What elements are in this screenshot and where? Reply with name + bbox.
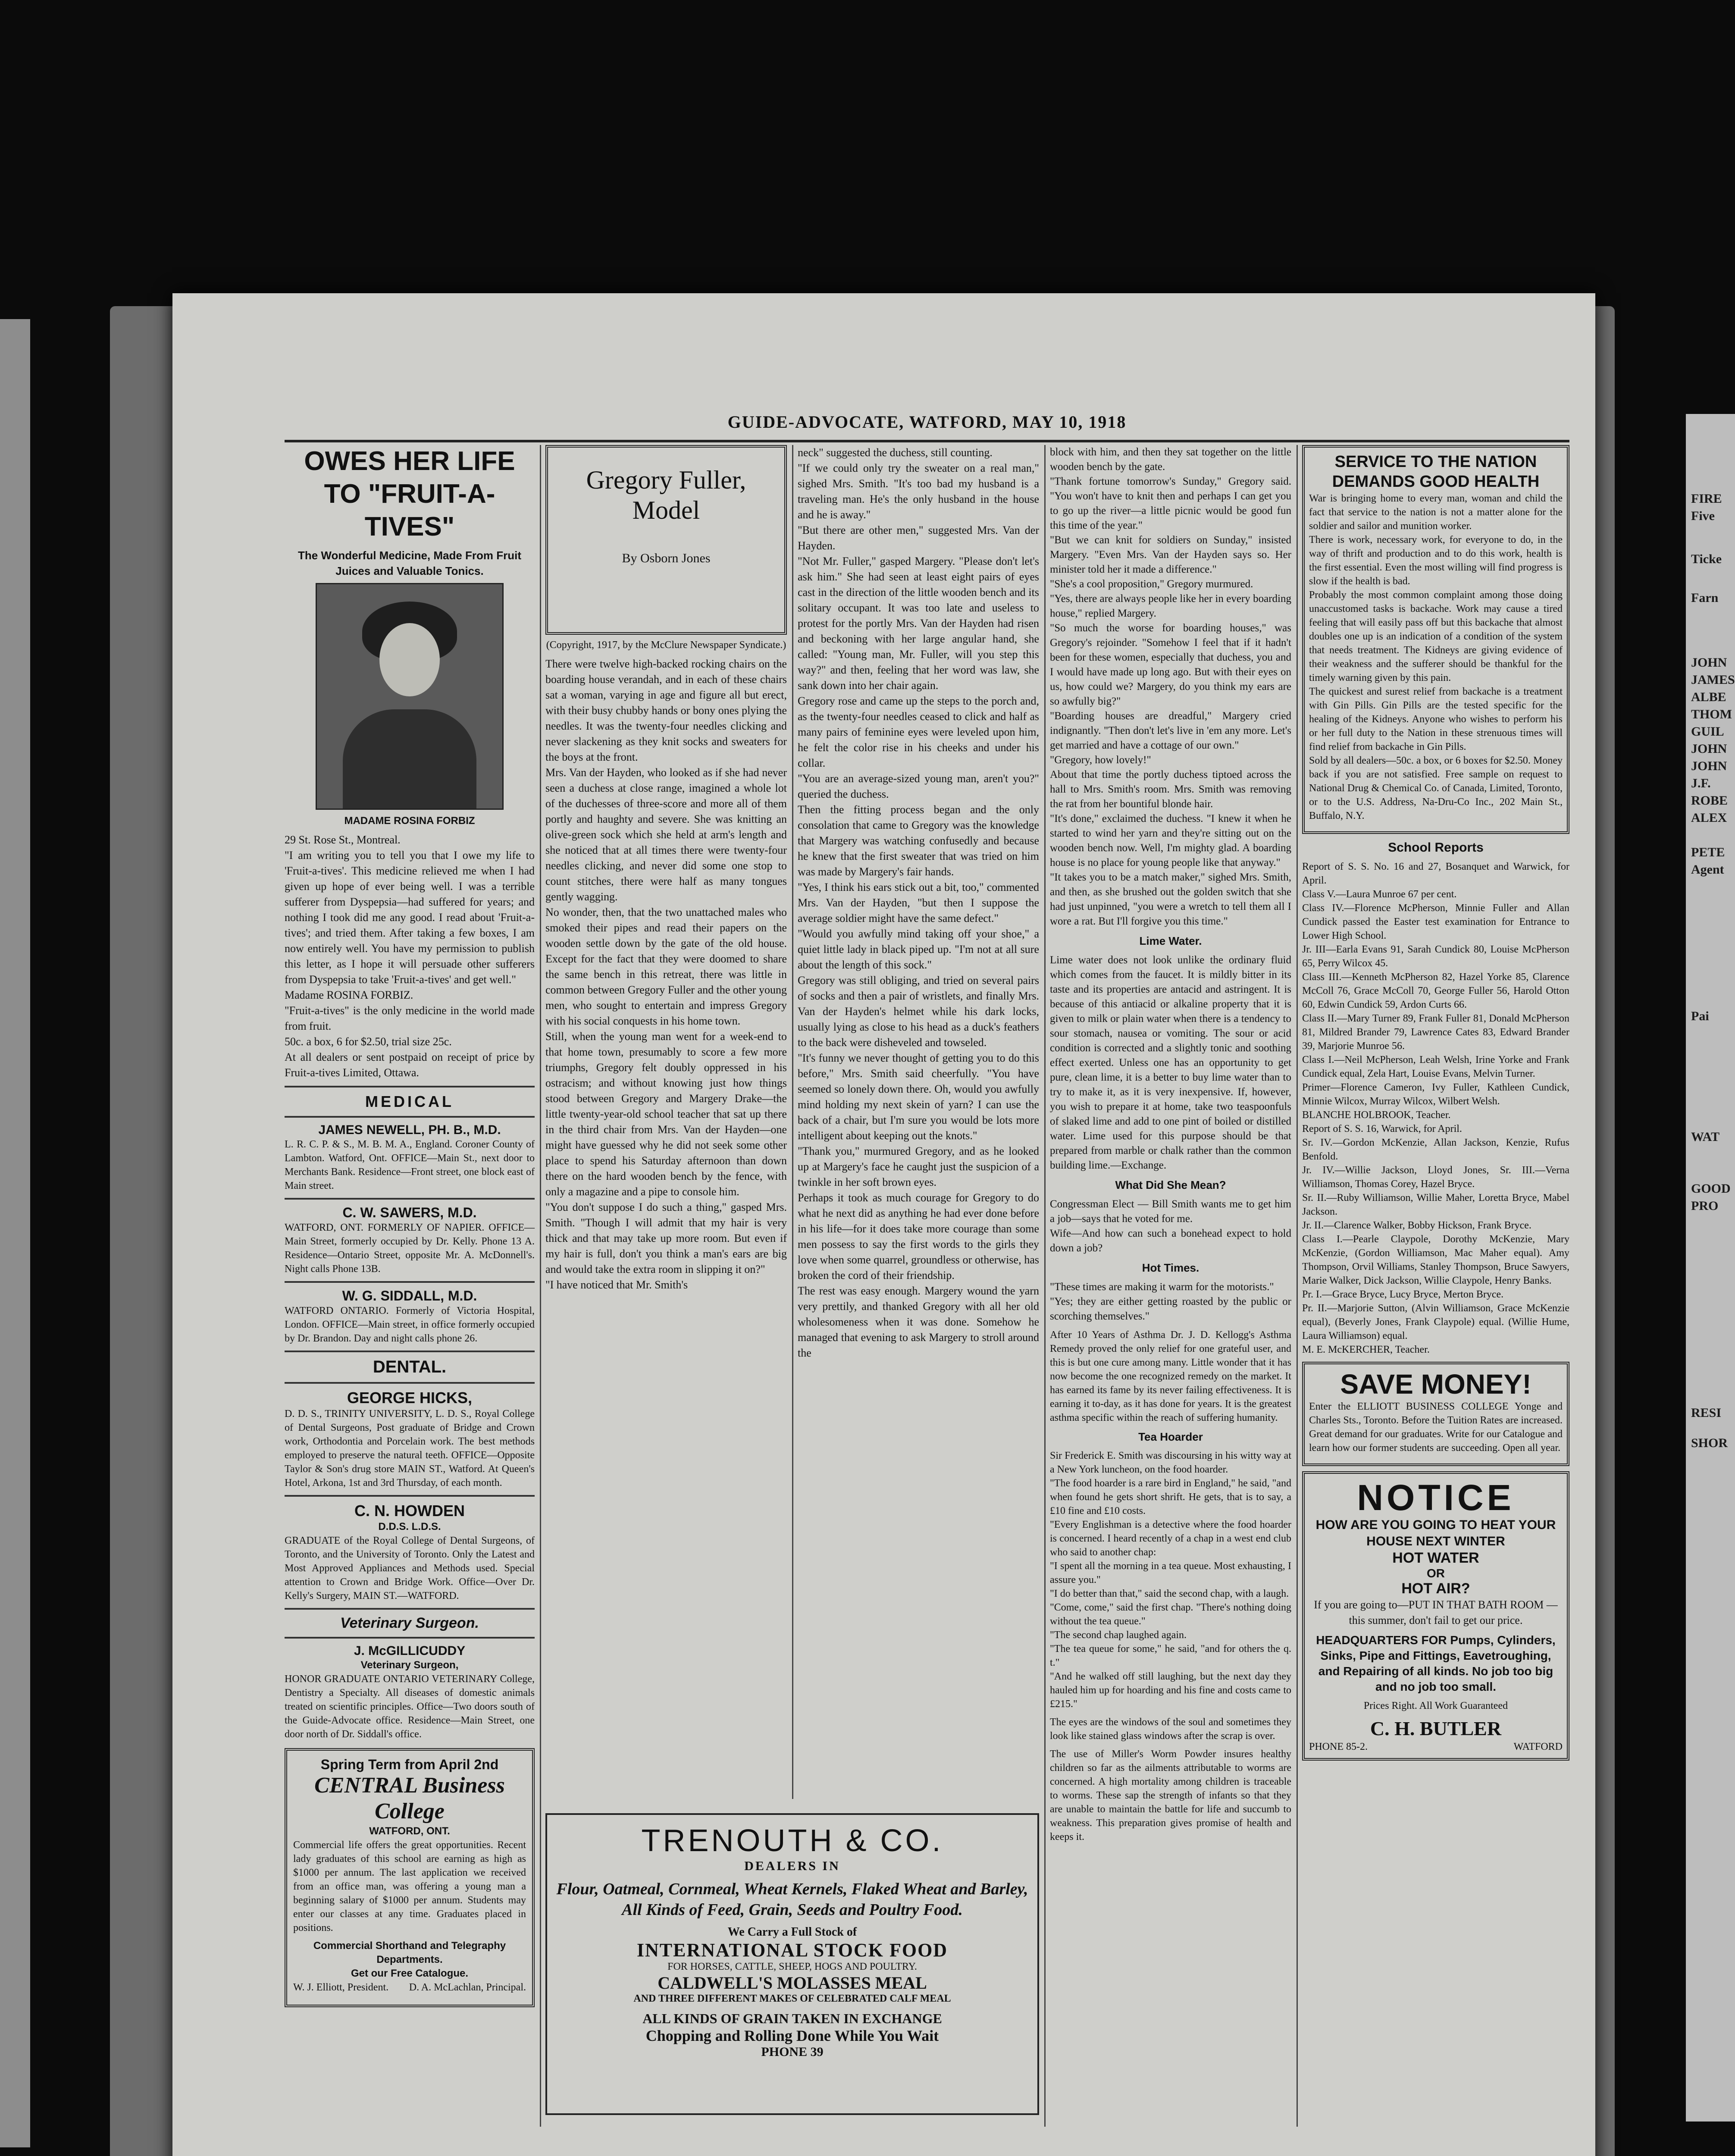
story-title: Gregory Fuller, Model: [586, 466, 746, 524]
notice-heading: NOTICE: [1357, 1477, 1515, 1518]
edge-fragment: JOHN: [1691, 742, 1727, 756]
butler-name: C. H. BUTLER: [1370, 1717, 1502, 1739]
notice-question: HOW ARE YOU GOING TO HEAT YOUR HOUSE NEXT WINTER: [1315, 1518, 1556, 1548]
vet-title: Veterinary Surgeon,: [360, 1659, 459, 1671]
howden-name: C. N. HOWDEN: [354, 1502, 465, 1520]
edge-fragment: WAT: [1691, 1130, 1720, 1144]
eyes-body: The eyes are the windows of the soul and sometimes they look like stained glass windows after the scrap is over.: [1050, 1717, 1294, 1742]
trenouth-grain: ALL KINDS OF GRAIN TAKEN IN EXCHANGE: [642, 2011, 942, 2026]
college-term: Spring Term from April 2nd: [320, 1757, 499, 1772]
edge-fragment: Ticke: [1691, 552, 1722, 566]
business-college-ad: [285, 1748, 535, 2007]
worm-body: The use of Miller's Worm Powder insures healthy children so far as the ailments attributable to worms are concerned. A high mortality among children is traceable to worms. These sap the strength of infants so that they are unable to maintain the battle for life and succumb to weakness. This preparation gives promise of health and keeps it.: [1050, 1749, 1294, 1843]
siddall-card: WATFORD ONTARIO. Formerly of Victoria Hospital, London. OFFICE—Main street, in office formerly occupied by Dr. Brandon. Day and night calls phone 26.: [285, 1305, 537, 1344]
edge-fragment: ROBE: [1691, 793, 1728, 808]
fruit-a-tives-body: 29 St. Rose St., Montreal. "I am writing you to tell you that I owe my life to 'Fruit-a-tives'. This medicine relieved me when I had given up hope of ever being well. I was a terrible sufferer from Dyspepsia—had suffered for years; and nothing I took did me any good. I read about 'Fruit-a-tives'; and tried them. After taking a few boxes, I am now entirely well. You have my permission to publish this letter, as I hope it will persuade other sufferers from Dyspepsia to take 'Fruit-a-tives' and get well." Madame ROSINA FORBIZ. "Fruit-a-tives" is the only medicine in the world made from fruit. 50c. a box, 6 for $2.50, trial size 25c. At all dealers or sent postpaid on receipt of price by Fruit-a-tives Limited, Ottawa.: [285, 834, 535, 1079]
trenouth-chopping: Chopping and Rolling Done While You Wait: [645, 2027, 939, 2044]
adjacent-page-left: [0, 319, 30, 2147]
notice-body: If you are going to—PUT IN THAT BATH ROOM — this summer, don't fail to get our price.: [1314, 1598, 1561, 1626]
edge-fragment: RESI: [1691, 1406, 1722, 1420]
dental-heading: DENTAL.: [373, 1357, 447, 1376]
edge-fragment: JOHN: [1691, 759, 1727, 773]
college-officers: [293, 1981, 526, 1994]
service-ad: [1302, 445, 1569, 834]
hot-heading: Hot Times.: [1142, 1261, 1199, 1274]
column-3: [798, 445, 1039, 1808]
veterinary-heading: Veterinary Surgeon.: [340, 1615, 479, 1631]
story-text-part1: There were twelve high-backed rocking chairs on the boarding house verandah, and in each of these chairs sat a woman, varying in age and figure all but erect, with their busy chubby hands or bony ones plying the needles. It was the twenty-four needles clicking and never slackening as they knit socks and sweaters for the boys at the front. Mrs. Van der Hayden, who looked as if she had never seen a duchess at close range, imagined a whole lot of the duchesses of three-score and more all of them portly and haughty and severe. She was knitting an olive-green sock which she held at arm's length and she noticed that at all times there were twenty-four needles clicking, and never did some one stop to count stitches, there were half as many tongues gently wagging. No wonder, then, that the two unattached males who smoked their pipes and read their papers on the wooden settle down by the gate of the old house. Except for the fact that they were doomed to share the same bench in this retreat, there was little in common between Gregory Fuller and the other young men, who sought to entertain and impress Gregory with his social conquests in his home town. Still, when the young man went for a week-end to that home town, presumably to score a few more triumphs, Gregory felt doubly oppressed in his ostracism; and without knowing just how things stood between Gregory and Margery Drake—the little twenty-year-old school teacher that sat up there in the third chair from Mrs. Van der Hayden—one might have guessed why he did not seek some other place to spend his Saturday afternoon than down there on the hard wooden bench by the fence, with only a magazine and a pipe to console him. "You don't suppose I do such a thing," gasped Mrs. Smith. "Though I will admit that my hair is very thick and that may take up more room. But even if my hair is full, don't you think a man's ears are big and would take the extra room in slipping it on?" "I have noticed that Mr. Smith's: [545, 658, 787, 1291]
school-reports: Report of S. S. No. 16 and 27, Bosanquet and Warwick, for April. Class V.—Laura Munroe 67 per cent. Class IV.—Florence McPherson, Minnie Fuller and Allan Cundick passed the Easter test examination for Entrance to Lower High School. Jr. III—Earla Evans 91, Sarah Cundick 80, Louise McPherson 65, Perry Wilcox 45. Class III.—Kenneth McPherson 82, Hazel Yorke 85, Clarence McColl 76, Grace McColl 70, George Fuller 56, Harold Otton 60, Edwin Cundick 59, Ardon Curts 66. Class II.—Mary Turner 89, Frank Fuller 81, Donald McPherson 81, Mildred Brander 79, Lawrence Cates 83, Edward Brander 39, Marjorie Munroe 56. Class I.—Neil McPherson, Leah Welsh, Irine Yorke and Frank Cundick equal, Zela Hart, Louise Evans, Melvin Turner. Primer—Florence Cameron, Ivy Fuller, Kathleen Cundick, Minnie Wilcox, Murray Wilcox, Wilbert Welsh. BLANCHE HOLBROOK, Teacher. Report of S. S. 16, Warwick, for April. Sr. IV.—Gordon McKenzie, Allan Jackson, Kenzie, Rufus Benfold. Jr. IV.—Willie Jackson, Lloyd Jones, Sr. III.—Verna Williamson, Thomas Corey, Hazel Bryce. Sr. II.—Ruby Williamson, Willie Maher, Loretta Bryce, Mabel Jackson. Jr. II.—Clarence Walker, Bobby Hickson, Frank Bryce. Class I.—Pearle Claypole, Dorothy McKenzie, Mary McKenzie, (Gordon Williamson, Mac Maher equal). Amy Thompson, Orvil Williams, Stanley Thompson, Bruce Sawyers, Marie Walker, Dick Jackson, Willie Claypole, Henry Banks. Pr. I.—Grace Bryce, Lucy Bryce, Merton Bryce. Pr. II.—Marjorie Sutton, (Alvin Williamson, Grace McKenzie equal), (Beverly Jones, Frank Claypole) equal. (Willie Hume, Laura Williamson) equal. M. E. McKERCHER, Teacher.: [1302, 861, 1569, 1355]
tea-body: Sir Frederick E. Smith was discoursing in his witty way at a New York luncheon, on the food hoarder. "The food hoarder is a rare bird in England," he said, "and when found he gets short shrift. He gets, that is to say, a £10 fine and £10 costs. "Every Englishman is a detective where the food hoarder is concerned. I heard recently of a chap in a west end club who said to another chap: "I spent all the morning in a tea queue. Most exhausting, I assure you." "I do better than that," said the second chap, with a laugh. "Come, come," said the first chap. "There's nothing doing without the tea queue." "The second chap laughed again. "The tea queue for some," he said, "and for others the q. t." "And he walked off still laughing, but the next day they hauled him up for hoarding and his fine and costs came to £215.": [1050, 1450, 1291, 1710]
siddall-name: W. G. SIDDALL, M.D.: [342, 1288, 477, 1304]
college-body: Commercial life offers the great opportunities. Recent lady graduates of this school are earning as high as $1000 per annum. The last application we received from an office man, was offering a young man a beginning salary of $1000 per annum. Students may enter our classes at any time. Graduates placed in positions.: [293, 1839, 529, 1934]
newell-name: JAMES NEWELL, PH. B., M.D.: [318, 1123, 501, 1137]
edge-fragment: PETE: [1691, 845, 1725, 859]
tea-heading: Tea Hoarder: [1138, 1430, 1203, 1443]
save-money-heading: SAVE MONEY!: [1340, 1369, 1531, 1400]
divider: [285, 1116, 535, 1118]
trenouth-international: INTERNATIONAL STOCK FOOD: [636, 1940, 948, 1961]
divider: [285, 1086, 535, 1087]
edge-fragment: PRO: [1691, 1199, 1719, 1213]
edge-fragment: Farn: [1691, 591, 1719, 605]
newell-card: L. R. C. P. & S., M. B. M. A., England. Coroner County of Lambton. Watford, Ont. OFFICE—Main St., next door to Merchants Bank. Residence—Front street, one block east of Main street.: [285, 1139, 537, 1191]
edge-fragment: Agent: [1691, 862, 1724, 877]
column-1: [285, 445, 535, 2118]
medical-heading: MEDICAL: [365, 1093, 454, 1110]
hicks-card: D. D. S., TRINITY UNIVERSITY, L. D. S., Royal College of Dental Surgeons, Post graduate of Bridge and Crown work, Orthodontia and Porcelain work. The best methods employed to preserve the natural teeth. OFFICE—Opposite Taylor & Son's drug store MAIN ST., Watford. At Queen's Hotel, Arkona, 1st and 3rd Thursday, of each month.: [285, 1408, 537, 1489]
column-rule: [792, 445, 793, 1799]
story-text-part2: neck" suggested the duchess, still counting. "If we could only try the sweater on a real man," sighed Mrs. Smith. "It's too bad my husband is a traveling man. He's the only husband in the house and he is away." "But there are other men," suggested Mrs. Van der Hayden. "Not Mr. Fuller," gasped Margery. "Please don't let's ask him." She had seen at least eight pairs of eyes cast in the direction of the little wooden bench and its solitary occupant. It was too late and useless to protest for the portly Mrs. Van der Hayden had risen and beckoning with her large angular hand, she called: "Young man, Mr. Fuller, will you step this way?" and then, feeling that her word was law, she sank down into her chair again. Gregory rose and came up the steps to the porch and, as the twenty-four needles ceased to click and half as many pairs of feminine eyes were leveled upon him, he felt the color rise in his cheeks and under his collar. "You are an average-sized young man, aren't you?" queried the duchess. Then the fitting process began and the only consolation that came to Gregory was the knowledge that Margery was watching confusedly and because he knew that the first sweater that was tried on him was made by Margery's fair hands. "Yes, I think his ears stick out a bit, too," commented Mrs. Van der Hayden, "but then I suppose the average soldier might have the same defect." "Would you awfully mind taking off your shoe," a quiet little lady in black piped up. "I'm not at all sure about the length of this sock." Gregory was still obliging, and tried on several pairs of socks and then a pair of wristlets, and finally Mrs. Van der Hayden's helmet while his dark locks, usually lying as close to his head as a duck's feathers to the back were disheveled and towseled. "It's funny we never thought of getting you to do this before," Mrs. Smith said cheerfully. "You have seemed so lonely down there. Oh, would you awfully mind holding my next skein of yarn? I can use the back of a chair, but I'm sure you would be lots more intelligent about keeping out the knots." "Thank you," murmured Gregory, and as he looked up at Margery's face he caught just the suspicion of a twinkle in her soft brown eyes. Perhaps it took as much courage for Gregory to do what he next did as anything he had ever done before in his life—for it does take more courage than some men possess to say the first words to the girls they love when some quarrel, groundless or otherwise, has broken the cord of their friendship. The rest was easy enough. Margery wound the yarn very prettily, and thanked Gregory with all her old wholesomeness when it was done. Somehow he managed that evening to ask Margery to stroll around the: [798, 446, 1039, 1359]
service-heading: SERVICE TO THE NATION DEMANDS GOOD HEALTH: [1332, 453, 1540, 491]
trenouth-for: FOR HORSES, CATTLE, SHEEP, HOGS AND POULTRY.: [667, 1961, 917, 1972]
column-rule: [1297, 445, 1298, 2127]
hot-body: "These times are making it warm for the motorists." "Yes; they are either getting roasted by the public or scorching themselves.": [1050, 1281, 1291, 1322]
portrait-caption: MADAME ROSINA FORBIZ: [344, 815, 475, 827]
notice-or: OR: [1427, 1567, 1445, 1580]
edge-fragment: GUIL: [1691, 724, 1724, 739]
edge-fragment: Five: [1691, 509, 1715, 523]
trenouth-phone: PHONE 39: [761, 2045, 824, 2059]
story-byline: By Osborn Jones: [622, 551, 711, 565]
school-heading: School Reports: [1388, 840, 1484, 855]
divider: [285, 1495, 535, 1497]
column-5: [1302, 445, 1569, 2118]
notice-headquarters: HEADQUARTERS FOR Pumps, Cylinders, Sinks, Pipe and Fittings, Eavetroughing, and Repairing of all kinds. No job too big and no job too small.: [1316, 1633, 1556, 1693]
story-title-box: [545, 445, 787, 635]
sawers-name: C. W. SAWERS, M.D.: [342, 1205, 477, 1220]
trenouth-dealers: DEALERS IN: [744, 1859, 840, 1873]
hicks-name: GEORGE HICKS,: [347, 1389, 473, 1407]
service-body: War is bringing home to every man, woman and child the fact that service to the nation is not a matter alone for the soldier and sailor and munition worker. There is work, necessary work, for everyone to do, in the way of thrift and production and to do this work, health is the first essential. Even the most willing will find progress is slow if the health is bad. Probably the most common complaint among those doing unaccustomed tasks is backache. Work may cause a tired feeling that will easily pass off but this backache that almost doubles one up is an indication of a condition of the system that needs treatment. The Kidneys are giving evidence of their weakness and the sufferer should be thankful for the timely warning given by this pain. The quickest and surest relief from backache is a treatment with Gin Pills. Gin Pills are the tested specific for the healing of the Kidneys. Anyone who wishes to perform his or her full duty to the Nation in these strenuous times will find relief from backache in Gin Pills. Sold by all dealers—50c. a box, or 6 boxes for $2.50. Money back if you are not satisfied. Free sample on request to National Drug & Chemical Co. of Canada, Limited, Toronto, or to the U.S. Address, Na-Dru-Co Inc., 202 Main St., Buffalo, N.Y.: [1309, 493, 1563, 821]
edge-fragment: Pai: [1691, 1009, 1709, 1023]
college-town: WATFORD, ONT.: [369, 1825, 450, 1837]
edge-fragment: SHOR: [1691, 1436, 1728, 1450]
howden-card: GRADUATE of the Royal College of Dental Surgeons, of Toronto, and the University of Toronto. Only the Latest and Most Approved Appliances and Methods used. Special attention to Crown and Bridge Work. Office—Over Dr. Kelly's Surgery, MAIN ST.—WATFORD.: [285, 1535, 537, 1601]
masthead: GUIDE-ADVOCATE, WATFORD, MAY 10, 1918: [727, 412, 1127, 432]
trenouth-makes: AND THREE DIFFERENT MAKES OF CELEBRATED CALF MEAL: [633, 1993, 951, 2004]
save-money-ad: [1302, 1362, 1569, 1466]
fruit-a-tives-headline: OWES HER LIFE TO "FRUIT-A-TIVES": [304, 446, 515, 542]
trenouth-molasses: CALDWELL'S MOLASSES MEAL: [658, 1973, 927, 1993]
story-copyright: (Copyright, 1917, by the McClure Newspaper Syndicate.): [546, 639, 786, 651]
trenouth-ad: [545, 1813, 1039, 2115]
vet-name: J. McGILLICUDDY: [354, 1644, 466, 1658]
edge-fragment: ALBE: [1691, 690, 1726, 704]
college-president: W. J. Elliott, President.: [293, 1982, 389, 1993]
edge-fragment: JOHN: [1691, 655, 1727, 670]
notice-prices: Prices Right. All Work Guaranteed: [1363, 1700, 1508, 1711]
story-text-part3: block with him, and then they sat together on the little wooden bench by the gate. "Thank fortune tomorrow's Sunday," Gregory said. "You won't have to knit then and perhaps I can get you to go up the river—a little picnic would be good fun this time of the year." "But we can knit for soldiers on Sunday," insisted Margery. "Even Mrs. Van der Hayden says so. Her minister told her it made a difference." "She's a cool proposition," Gregory murmured. "Yes, there are always people like her in every boarding house," replied Margery. "So much the worse for boarding houses," was Gregory's rejoinder. "Somehow I feel that if it hadn't been for these women, especially that duchess, you and I would have made up long ago. But with their eyes on us, how could we? Margery, do you think my ears are so awfully big?" "Boarding houses are dreadful," Margery cried indignantly. "Then don't let's live in 'em any more. Let's get married and have a cottage of our own." "Gregory, how lovely!" About that time the portly duchess tiptoed across the hall to Mrs. Smith's room. Mrs. Smith was removing the rat from her bountiful blonde hair. "It's done," exclaimed the duchess. "I knew it when he started to wind her yarn and they're sitting out on the wooden bench now. Well, I'm mighty glad. A boarding house is no place for young people like that anyway." "It takes you to be a match maker," sighed Mrs. Smith, and then, as she brushed out the golden switch that she had just unpinned, "you were a wretch to tell them all I wore a rat. But I'll forgive you this time.": [1050, 446, 1291, 927]
howden-degrees: D.D.S. L.D.S.: [378, 1521, 441, 1532]
college-catalogue: Get our Free Catalogue.: [351, 1968, 469, 1979]
vet-card: HONOR GRADUATE ONTARIO VETERINARY College, Dentistry a Specialty. All diseases of domestic animals treated on scientific principles. Office—Two doors south of the Guide-Advocate office. Residence—Main Street, one door north of Dr. Siddall's office.: [285, 1673, 537, 1740]
college-principal: D. A. McLachlan, Principal.: [409, 1982, 526, 1993]
divider: [285, 1382, 535, 1384]
divider: [285, 1637, 535, 1639]
column-2: [545, 445, 787, 1808]
trenouth-goods: Flour, Oatmeal, Cornmeal, Wheat Kernels, Flaked Wheat and Barley, All Kinds of Feed, Grain, Seeds and Poultry Food.: [556, 1880, 1028, 1919]
butler-town: WATFORD: [1513, 1741, 1563, 1752]
fruit-a-tives-subhead: The Wonderful Medicine, Made From Fruit Juices and Valuable Tonics.: [298, 549, 525, 577]
butler-phone: PHONE 85-2.: [1309, 1741, 1368, 1752]
column-rule: [1044, 445, 1046, 2127]
newspaper-page: [172, 293, 1595, 2156]
masthead-rule: [285, 440, 1569, 442]
divider: [285, 1351, 535, 1352]
college-departments: Commercial Shorthand and Telegraphy Departments.: [313, 1940, 506, 1965]
asthma-body: After 10 Years of Asthma Dr. J. D. Kellogg's Asthma Remedy proved the only relief for one grateful user, and this is but one cure among many. Little wonder that it has now become the one recognized remedy on the market. It has earned its fame by its never failing effectiveness. It is earning it to-day, as it has done for years. It is the greatest asthma specific within the reach of suffering humanity.: [1050, 1329, 1294, 1423]
lime-heading: Lime Water.: [1139, 934, 1202, 947]
edge-fragment: GOOD: [1691, 1181, 1731, 1196]
divider: [285, 1281, 535, 1283]
edge-fragment: THOM: [1691, 707, 1732, 721]
notice-hot-water: HOT WATER: [1392, 1550, 1479, 1566]
edge-fragment: FIRE: [1691, 492, 1722, 506]
butler-contact: [1309, 1740, 1563, 1754]
edge-fragment: JAMES: [1691, 673, 1735, 687]
divider: [285, 1198, 535, 1200]
college-name: CENTRAL Business College: [314, 1773, 505, 1824]
lime-body: Lime water does not look unlike the ordinary fluid which comes from the faucet. It is mildly bitter in its taste and its properties are antacid and astringent. It is because of this antiacid or alkaline property that it is given to milk or plain water when there is a tendency to sour stomach, nausea or vomiting. The sour or acid condition is corrected and a slightly tonic and soothing effect exerted. Unless one has an opportunity to get pure, clean lime, it is a better to buy lime water than to try to make it, as it is very inexpensive. If, however, you wish to prepare it at home, take two teaspoonfuls of slaked lime and add to one pint of boiled or distilled water. Lime used for this purpose should be that prepared from marble or chalk rather than the common building lime.—Exchange.: [1050, 954, 1294, 1171]
portrait-image: [316, 583, 504, 810]
notice-hot-air: HOT AIR?: [1401, 1580, 1470, 1597]
trenouth-stock: We Carry a Full Stock of: [727, 1925, 857, 1939]
trenouth-name: TRENOUTH & CO.: [641, 1824, 943, 1858]
mean-body: Congressman Elect — Bill Smith wants me to get him a job—says that he voted for me. Wife—And how can such a bonehead expect to hold down a job?: [1050, 1198, 1291, 1254]
edge-fragment: ALEX: [1691, 811, 1727, 825]
notice-ad: [1302, 1471, 1569, 1761]
adjacent-page-right: [1686, 414, 1735, 2122]
divider: [285, 1608, 535, 1610]
column-rule: [540, 445, 541, 2127]
mean-heading: What Did She Mean?: [1115, 1178, 1226, 1191]
column-4: [1050, 445, 1294, 2118]
edge-fragment: J.F.: [1691, 776, 1711, 790]
save-money-body: Enter the ELLIOTT BUSINESS COLLEGE Yonge and Charles Sts., Toronto. Before the Tuition Rates are increased. Great demand for our graduates. Write for our Catalogue and learn how our former students are succeeding. Open all year.: [1309, 1401, 1565, 1454]
sawers-card: WATFORD, ONT. FORMERLY OF NAPIER. OFFICE—Main Street, formerly occupied by Dr. Kelly. Phone 13 A. Residence—Ontario Street, opposite Mr. A. McDonnell's. Night calls Phone 13B.: [285, 1222, 537, 1275]
